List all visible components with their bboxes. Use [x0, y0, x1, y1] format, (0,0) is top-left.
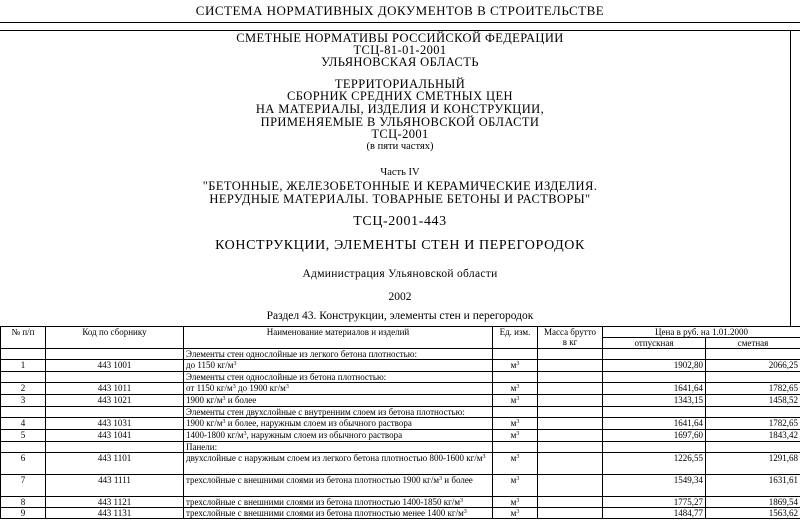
title-line-9: (в пяти частях)	[366, 141, 434, 152]
title-line-6: НА МАТЕРИАЛЫ, ИЗДЕЛИЯ И КОНСТРУКЦИИ,	[255, 102, 545, 116]
header-mass-line1: Масса брутто	[543, 327, 597, 337]
group-label: Элементы стен однослойные из легкого бетона плотностью:	[184, 349, 493, 360]
group-row	[1, 407, 800, 418]
row-name: 1900 $кг/м^3$ и более, наружным слоем из обычного раствора	[184, 418, 493, 430]
title-line-1: СМЕТНЫЕ НОРМАТИВЫ РОССИЙСКОЙ ФЕДЕРАЦИИ	[236, 31, 564, 45]
group-row	[1, 349, 800, 360]
price-table	[0, 326, 800, 519]
header-rule-1	[0, 22, 800, 23]
table-row: 7 443 1111 трехслойные с внешними слоями из бетона плотностью 1900 $кг/м^3$ и более $м^3$ 1549,34 1631,61	[1, 475, 800, 497]
row-unit: $м^3$	[493, 430, 538, 442]
title-line-2: ТСЦ-81-01-2001	[353, 43, 447, 57]
row-name: двухслойные с наружным слоем из легкого бетона плотностью 800-1600 $кг/м^3$	[184, 453, 493, 475]
table-row: 2 443 1011 от 1150 $кг/м^3$ до 1900 $кг/м^3$ $м^3$ 1641,64 1782,65	[1, 383, 800, 395]
group-row	[1, 442, 800, 453]
table-row: 3 443 1021 1900 $кг/м^3$ и более $м^3$ 1343,15 1458,52	[1, 395, 800, 407]
title-line-3: УЛЬЯНОВСКАЯ ОБЛАСТЬ	[321, 55, 479, 69]
header-price-release: отпускная	[603, 338, 706, 349]
table-row: 5 443 1041 1400-1800 $кг/м^3$, наружным слоем из обычного раствора $м^3$ 1697,60 1843,42	[1, 430, 800, 442]
row-name: от 1150 $кг/м^3$ до 1900 $кг/м^3$	[184, 383, 493, 395]
header-num: № п/п	[1, 327, 46, 349]
row-unit: $м^3$	[493, 453, 538, 475]
group-row	[1, 372, 800, 383]
row-unit: $м^3$	[493, 395, 538, 407]
title-line-4: ТЕРРИТОРИАЛЬНЫЙ	[334, 77, 466, 91]
row-unit: $м^3$	[493, 475, 538, 497]
row-name: трехслойные с внешними слоями из бетона плотностью 1400-1850 $кг/м^3$	[184, 497, 493, 508]
row-unit: $м^3$	[493, 418, 538, 430]
header-name: Наименование материалов и изделий	[184, 327, 493, 349]
table-row: 4 443 1031 1900 $кг/м^3$ и более, наружным слоем из обычного раствора $м^3$ 1641,64 1782,65	[1, 418, 800, 430]
table-row: 8 443 1121 трехслойные с внешними слоями из бетона плотностью 1400-1850 $кг/м^3$ $м^3$ 1775,27 1869,54	[1, 497, 800, 508]
header-price-estimate: сметная	[706, 338, 800, 349]
row-unit: $м^3$	[493, 508, 538, 519]
group-label: Элементы стен двухслойные с внутренним слоем из бетона плотностью:	[184, 407, 493, 418]
title-line-8: ТСЦ-2001	[371, 127, 429, 141]
header-price: Цена в руб. на 1.01.2000	[603, 327, 800, 338]
row-unit: $м^3$	[493, 497, 538, 508]
row-name: 1900 $кг/м^3$ и более	[184, 395, 493, 407]
table-row: 6 443 1101 двухслойные с наружным слоем из легкого бетона плотностью 800-1600 $кг/м^3$ $м^3$ 1226,55 1291,68	[1, 453, 800, 475]
title-line-5: СБОРНИК СРЕДНИХ СМЕТНЫХ ЦЕН	[287, 89, 513, 103]
row-unit: $м^3$	[493, 360, 538, 372]
document-code: ТСЦ-2001-443	[353, 214, 447, 229]
year-line: 2002	[388, 291, 412, 303]
row-name: трехслойные с внешними слоями из бетона плотностью 1900 $кг/м^3$ и более	[184, 475, 493, 497]
section-line: Раздел 43. Конструкции, элементы стен и перегородок	[266, 310, 534, 322]
row-name: до 1150 $кг/м^3$	[184, 360, 493, 372]
system-header: СИСТЕМА НОРМАТИВНЫХ ДОКУМЕНТОВ В СТРОИТЕЛЬСТВЕ	[195, 3, 605, 18]
header-mass	[538, 327, 603, 349]
admin-line: Администрация Ульяновской области	[302, 268, 498, 280]
part-label: Часть IV	[380, 167, 420, 178]
group-label: Панели:	[184, 442, 493, 453]
table-header-row	[1, 327, 800, 338]
row-unit: $м^3$	[493, 383, 538, 395]
row-name: трехслойные с внешними слоями из бетона плотностью менее 1400 $кг/м^3$	[184, 508, 493, 519]
title-line-7: ПРИМЕНЯЕМЫЕ В УЛЬЯНОВСКОЙ ОБЛАСТИ	[260, 115, 540, 129]
table-row: 1 443 1001 до 1150 $кг/м^3$ $м^3$ 1902,80 2066,25	[1, 360, 800, 372]
part-title-2: НЕРУДНЫЕ МАТЕРИАЛЫ. ТОВАРНЫЕ БЕТОНЫ И РАСТВОРЫ"	[209, 192, 591, 206]
part-title-1: "БЕТОННЫЕ, ЖЕЛЕЗОБЕТОННЫЕ И КЕРАМИЧЕСКИЕ ИЗДЕЛИЯ.	[202, 179, 598, 193]
header-mass-line2: в кг	[562, 337, 578, 347]
header-unit: Ед. изм.	[493, 327, 538, 349]
section-title: КОНСТРУКЦИИ, ЭЛЕМЕНТЫ СТЕН И ПЕРЕГОРОДОК	[215, 238, 585, 253]
header-code: Код по сборнику	[46, 327, 184, 349]
row-name: 1400-1800 $кг/м^3$, наружным слоем из обычного раствора	[184, 430, 493, 442]
group-label: Элементы стен однослойные из бетона плотностью:	[184, 372, 493, 383]
table-row: 9 443 1131 трехслойные с внешними слоями из бетона плотностью менее 1400 $кг/м^3$ $м^3$ 1484,77 1563,62	[1, 508, 800, 519]
